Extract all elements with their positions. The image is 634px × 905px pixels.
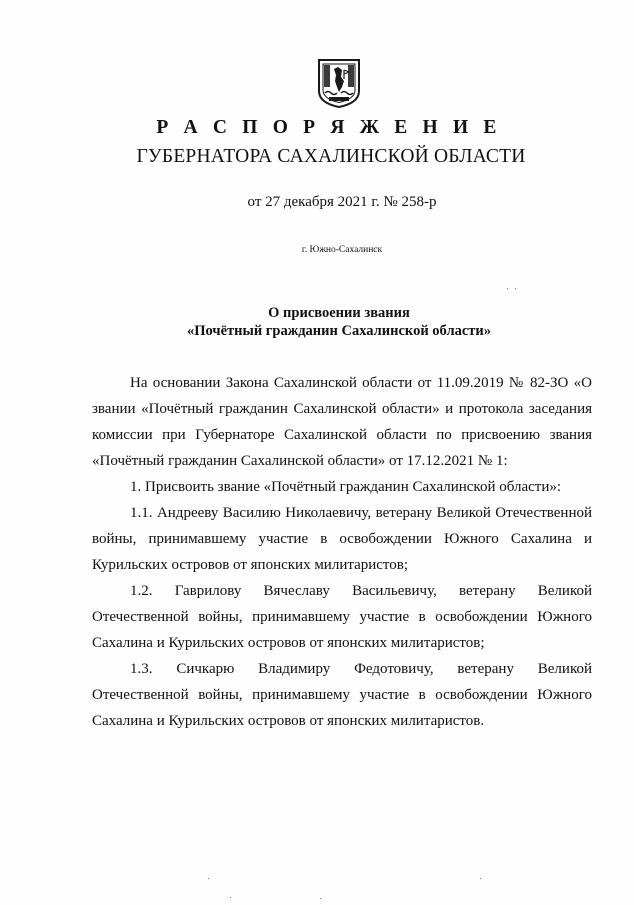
paragraph-item-1-2: 1.2. Гаврилову Вячеславу Васильевичу, ветерану Великой Отечественной войны, принимавшему участие в освобождении Южного Сахалина и Курильских островов от японских милитаристов; [92,583,592,651]
scan-speck [480,878,481,879]
document-city: г. Южно-Сахалинск [301,245,383,255]
paragraph-item-1-1: 1.1. Андрееву Василию Николаевичу, ветерану Великой Отечественной войны, принимавшему участие в освобождении Южного Сахалина и Курильских островов от японских милитаристов; [92,505,592,573]
paragraph-item-1-3: 1.3. Сичкарю Владимиру Федотовичу, ветерану Великой Отечественной войны, принимавшему участие в освобождении Южного Сахалина и Курильских островов от японских милитаристов. [92,661,592,729]
document-type-title: Р А С П О Р Я Ж Е Н И Е [156,117,502,138]
document-body [92,370,592,734]
issuer-title: ГУБЕРНАТОРА САХАЛИНСКОЙ ОБЛАСТИ [136,146,526,167]
paragraph-item-1: 1. Присвоить звание «Почётный гражданин Сахалинской области»: [130,479,562,495]
coat-of-arms-icon [314,57,364,109]
document-dateline: от 27 декабря 2021 г. № 258-р [247,194,437,210]
heading-line-2: «Почётный гражданин Сахалинской области» [187,323,491,339]
scan-speck [515,288,516,289]
scan-speck [230,897,231,898]
document-heading [0,304,634,340]
paragraph-preamble: На основании Закона Сахалинской области от 11.09.2019 № 82-ЗО «О звании «Почётный гражданин Сахалинской области» и протокола заседания комиссии при Губернаторе Сахалинской области по присвоению звания «Почётный гражданин Сахалинской области» от 17.12.2021 № 1: [92,375,592,469]
scan-speck [507,288,508,289]
scan-speck [320,898,321,899]
heading-line-1: О присвоении звания [268,305,410,321]
scan-speck [208,878,209,879]
